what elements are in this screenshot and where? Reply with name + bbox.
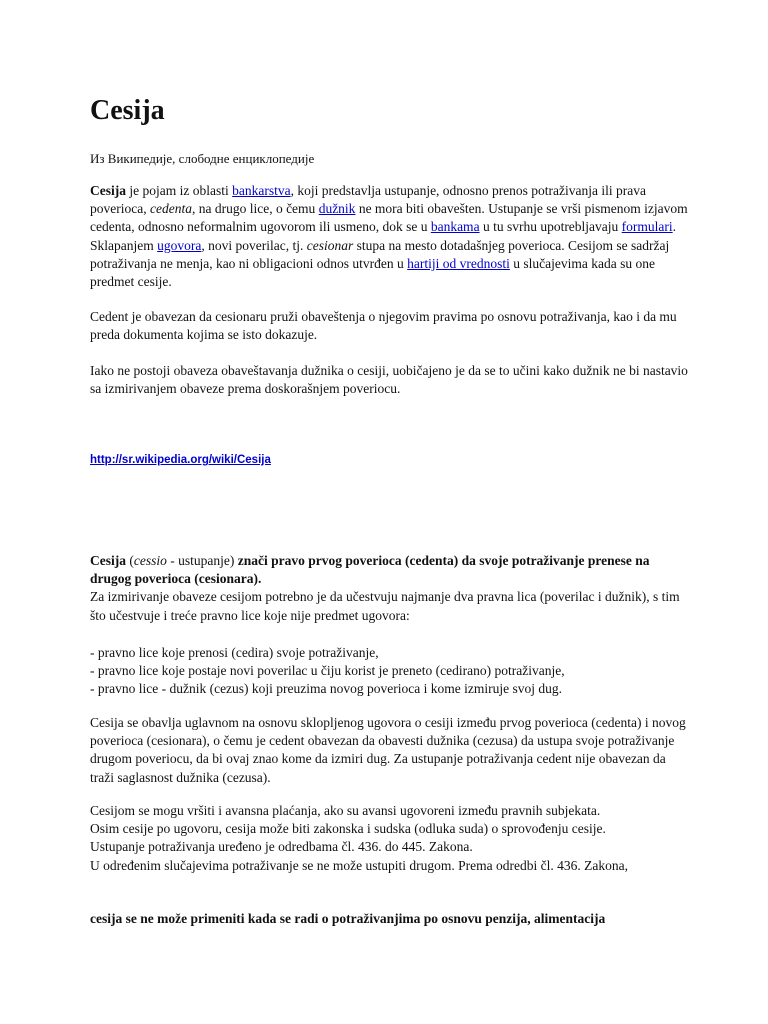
participants-text: Za izmirivanje obaveze cesijom potrebno je da učestvuju najmanje dva pravna lica (poverilac i dužnik), s tim što učestvuje i treće pravno lice koje nije predmet ugovora: <box>90 589 680 623</box>
text: je pojam iz oblasti <box>126 183 233 198</box>
link-ugovora[interactable]: ugovora <box>157 237 202 253</box>
text: ( <box>126 553 134 568</box>
text-line: Osim cesije po ugovoru, cesija može biti zakonska i sudska (odluka suda) o sprovođenju cesije. <box>90 821 606 837</box>
list-item: - pravno lice koje postaje novi poverilac u čiju korist je preneto (cedirano) potraživanje, <box>90 663 565 679</box>
definition-bold: znači pravo prvog poverioca (cedenta) da svoje potraživanje prenese na drugog poverioca (cesionara). <box>90 553 650 587</box>
term-bold: Cesija <box>90 553 126 568</box>
cedent-paragraph: Cedent je obavezan da cesionaru pruži obaveštenja o njegovim pravima po osnovu potraživanja, kao i da mu preda dokumenta kojima se isto dokazuje. <box>90 309 677 343</box>
notice-paragraph: Iako ne postoji obaveza obaveštavanja dužnika o cesiji, uobičajeno je da se to učini kako dužnik ne bi nastavio sa izmirivanjem obaveze prema doskorašnjem poveriocu. <box>90 363 688 397</box>
source-url-line <box>90 450 690 469</box>
text: , koji predstavlja ustupanje, odnosno prenos potraživanja ili prava poverioca, <box>90 183 647 217</box>
wiki-tagline: Из Википедије, слободне енциклопедије <box>90 151 315 166</box>
contract-paragraph: Cesija se obavlja uglavnom na osnovu sklopljenog ugovora o cesiji između prvog poverioca (cedenta) i novog poverioca (cesionara), o čemu je cedent obavezan da obavesti dužnika (cezusa) da ustupa svoje potraživanje drugom poveriocu, da bi ovaj znao kome da izmiri dug. Za ustupanje potraživanja cedent nije obavezan da traži saglasnost dužnika (cezusa). <box>90 715 686 785</box>
term-italic: cedenta <box>149 201 192 217</box>
link-bankarstva[interactable]: bankarstva <box>232 183 291 198</box>
definition-paragraph <box>90 552 690 625</box>
link-formulari[interactable]: formulari <box>621 219 673 235</box>
list-item: - pravno lice koje prenosi (cedira) svoje potraživanje, <box>90 645 379 660</box>
intro-paragraph <box>90 182 690 291</box>
term-italic: cesionar <box>306 237 354 253</box>
text-line: Cesijom se mogu vršiti i avansna plaćanja, ako su avansi ugovoreni između pravnih subjekata. <box>90 803 601 818</box>
link-bankama[interactable]: bankama <box>430 219 480 235</box>
page-title: Cesija <box>90 95 165 126</box>
text-line: U određenim slučajevima potraživanje se ne može ustupiti drugom. Prema odredbi čl. 436. Zakona, <box>90 857 628 873</box>
text-line: Ustupanje potraživanja uređeno je odredbama čl. 436. do 445. Zakona. <box>90 839 473 855</box>
source-url-link[interactable]: http://sr.wikipedia.org/wiki/Cesija <box>90 454 271 466</box>
text: u slučajevima kada su one predmet cesije. <box>90 255 655 290</box>
text: , na drugo lice, o čemu <box>191 201 319 217</box>
list-item: - pravno lice - dužnik (cezus) koji preuzima novog poverioca i kome izmiruje svoj dug. <box>90 681 562 697</box>
term-italic: cessio <box>133 553 167 568</box>
text: u tu svrhu upotrebljavaju <box>479 219 622 235</box>
link-duznik[interactable]: dužnik <box>318 201 356 217</box>
link-hartiji-od-vrednosti[interactable]: hartiji od vrednosti <box>407 255 510 271</box>
text: . Sklapanjem <box>90 219 677 253</box>
text: , novi poverilac, tj. <box>201 237 307 253</box>
participants-list <box>90 644 690 699</box>
legal-paragraph <box>90 802 690 875</box>
term-bold: Cesija <box>90 183 126 198</box>
text: stupa na mesto dotadašnjeg poverioca. Cesijom se sadržaj potraživanja ne menja, kao ni obligacioni odnos utvrđen u <box>90 237 670 271</box>
text: ne mora biti obavešten. Ustupanje se vrši pismenom izjavom cedenta, odnosno neformalnim ugovorom ili usmeno, dok se u <box>90 201 688 235</box>
closing-bold-line <box>90 910 690 928</box>
closing-bold-text: cesija se ne može primeniti kada se radi o potraživanjima po osnovu penzija, alimentacija <box>90 911 606 926</box>
text: - ustupanje) <box>166 553 238 568</box>
